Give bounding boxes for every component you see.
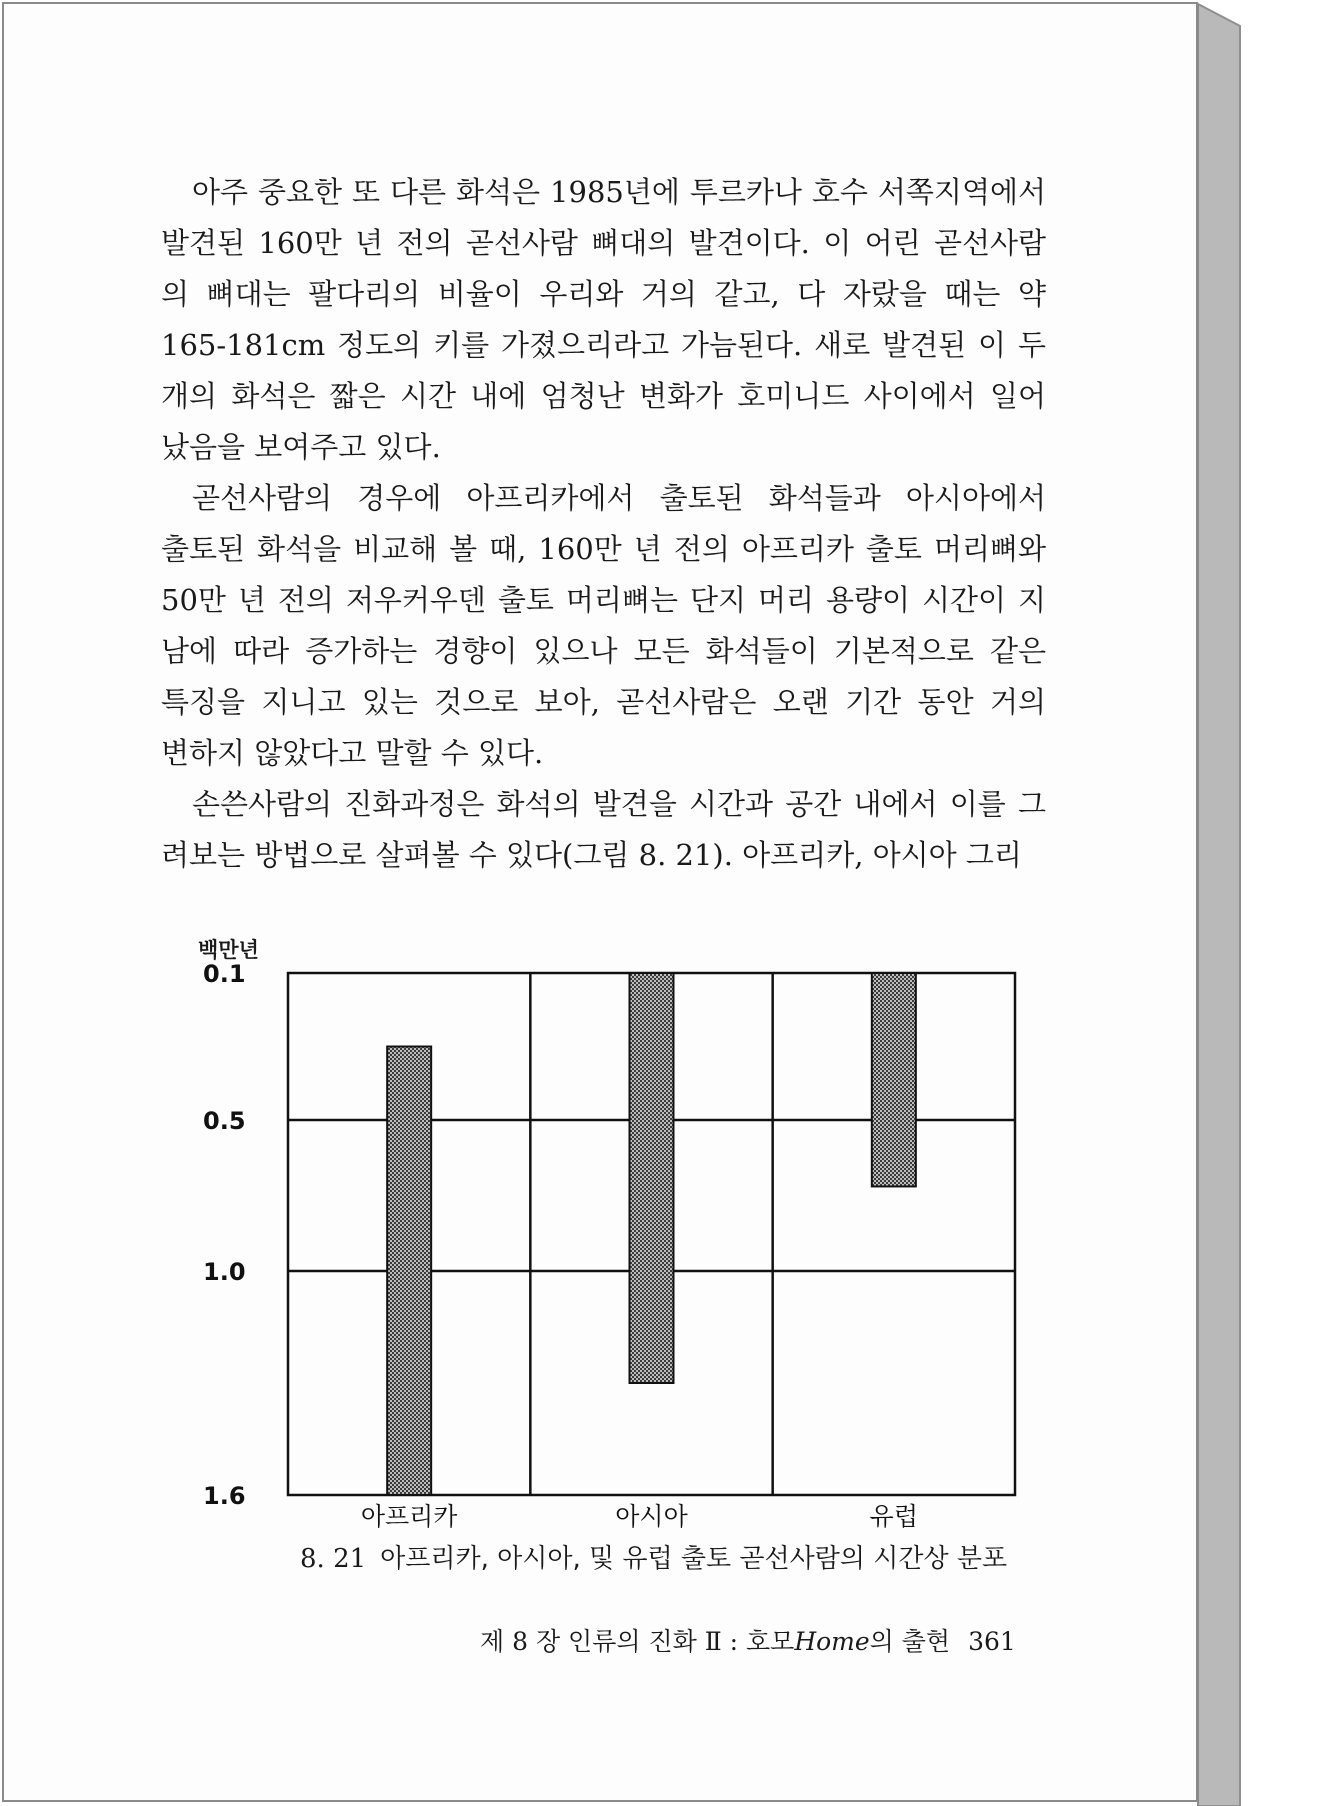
footer-chapter-italic: Home — [794, 1627, 870, 1656]
text-line: 출토된 화석을 비교해 볼 때, 160만 년 전의 아프리카 출토 머리뼈와 — [161, 532, 1046, 566]
footer-chapter-end: 의 출현 — [869, 1627, 951, 1656]
text-line: 아주 중요한 또 다른 화석은 1985년에 투르카나 호수 서쪽지역에서 — [192, 175, 1046, 209]
text-line: 났음을 보여주고 있다. — [161, 430, 441, 464]
category-label: 아시아 — [615, 1502, 688, 1531]
figure-caption — [300, 1538, 1007, 1575]
text-line: 변하지 않았다고 말할 수 있다. — [161, 736, 544, 770]
text-line: 165-181cm 정도의 키를 가졌으리라고 가늠된다. 새로 발견된 이 두 — [161, 328, 1046, 362]
figure-caption-text: 아프리카, 아시아, 및 유럽 출토 곧선사람의 시간상 분포 — [380, 1544, 1008, 1574]
page-number: 361 — [968, 1627, 1016, 1656]
category-label: 유럽 — [869, 1502, 918, 1531]
text-line: 발견된 160만 년 전의 곧선사람 뼈대의 발견이다. 이 어린 곧선사람 — [161, 226, 1046, 260]
y-tick-label: 0.5 — [203, 1107, 246, 1135]
y-tick-label: 0.1 — [203, 960, 246, 988]
y-tick-label: 1.6 — [203, 1482, 246, 1510]
text-line: 남에 따라 증가하는 경향이 있으나 모든 화석들이 기본적으로 같은 — [161, 634, 1046, 668]
y-axis-unit-label: 백만년 — [198, 938, 259, 962]
bar-3 — [872, 973, 916, 1186]
text-line: 려보는 방법으로 살펴볼 수 있다(그림 8. 21). 아프리카, 아시아 그리 — [161, 838, 1022, 872]
text-line: 특징을 지니고 있는 것으로 보아, 곧선사람은 오랜 기간 동안 거의 — [161, 685, 1046, 719]
text-line: 개의 화석은 짧은 시간 내에 엄청난 변화가 호미니드 사이에서 일어 — [161, 379, 1046, 413]
figure-number: 8. 21 — [300, 1544, 367, 1574]
bar-2 — [630, 973, 674, 1383]
text-line: 손쓴사람의 진화과정은 화석의 발견을 시간과 공간 내에서 이를 그 — [192, 787, 1046, 821]
text-line: 50만 년 전의 저우커우덴 출토 머리뼈는 단지 머리 용량이 시간이 지 — [161, 583, 1046, 617]
page-footer — [480, 1622, 1016, 1658]
footer-chapter: 제 8 장 인류의 진화 Ⅱ : 호모 — [480, 1627, 795, 1656]
text-line: 의 뼈대는 팔다리의 비율이 우리와 거의 같고, 다 자랐을 때는 약 — [161, 277, 1046, 311]
y-tick-label: 1.0 — [203, 1258, 246, 1286]
category-label: 아프리카 — [360, 1502, 458, 1531]
text-line: 곧선사람의 경우에 아프리카에서 출토된 화석들과 아시아에서 — [192, 481, 1046, 515]
bar-1 — [387, 1047, 431, 1496]
